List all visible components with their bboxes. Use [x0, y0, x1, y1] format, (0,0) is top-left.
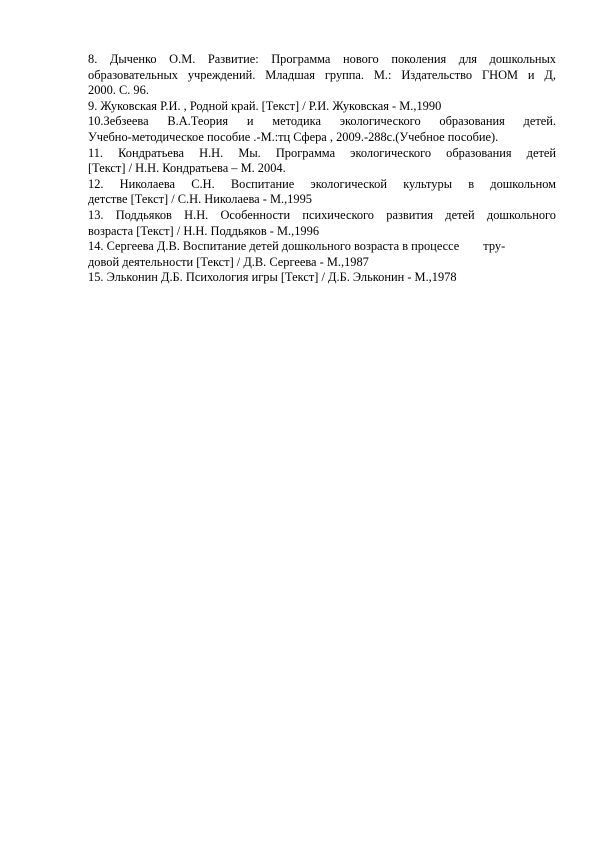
reference-14-line-1-text: 14. Сергеева Д.В. Воспитание детей дошкольного возраста в процессе	[88, 239, 460, 254]
reference-14-line-2: довой деятельности [Текст] / Д.В. Сергеева - М.,1987	[88, 254, 369, 269]
reference-12-line-2: детстве [Текст] / С.Н. Николаева - М.,1995	[88, 192, 312, 207]
reference-13-line-1: 13. Поддьяков Н.Н. Особенности психического развития детей дошкольного	[88, 207, 556, 222]
reference-8-line-3: 2000. С. 96.	[88, 83, 149, 98]
reference-15-line-1: 15. Эльконин Д.Б. Психология игры [Текст] / Д.Б. Эльконин - М.,1978	[88, 270, 457, 285]
reference-item-10	[88, 114, 556, 145]
reference-item-12	[88, 177, 556, 208]
reference-item-11	[88, 146, 556, 177]
reference-9-line-1: 9. Жуковская Р.И. , Родной край. [Текст] / Р.И. Жуковская - М.,1990	[88, 98, 442, 113]
reference-11-line-2: [Текст] / Н.Н. Кондратьева – М. 2004.	[88, 161, 286, 176]
reference-8-line-2: образовательных учреждений. Младшая группа. М.: Издательство ГНОМ и Д,	[88, 67, 556, 82]
reference-14-line-1-hyphen: тру-	[483, 239, 506, 254]
reference-8-line-1: 8. Дыченко О.М. Развитие: Программа нового поколения для дошкольных	[88, 52, 556, 66]
reference-item-15	[88, 270, 556, 286]
reference-12-line-1: 12. Николаева С.Н. Воспитание экологической культуры в дошкольном	[88, 176, 556, 191]
reference-item-8	[88, 52, 556, 99]
reference-10-line-2: Учебно-методическое пособие .-М.:тц Сфера , 2009.-288с.(Учебное пособие).	[88, 129, 499, 144]
reference-list	[88, 52, 556, 286]
reference-14-line-1	[88, 239, 556, 255]
reference-item-13	[88, 208, 556, 239]
reference-item-14	[88, 239, 556, 270]
reference-11-line-1: 11. Кондратьева Н.Н. Мы. Программа экологического образования детей	[88, 145, 556, 160]
reference-item-9	[88, 99, 556, 115]
reference-13-line-2: возраста [Текст] / Н.Н. Поддьяков - М.,1996	[88, 223, 320, 238]
reference-10-line-1: 10.Зебзеева В.А.Теория и методика экологического образования детей.	[88, 114, 556, 129]
